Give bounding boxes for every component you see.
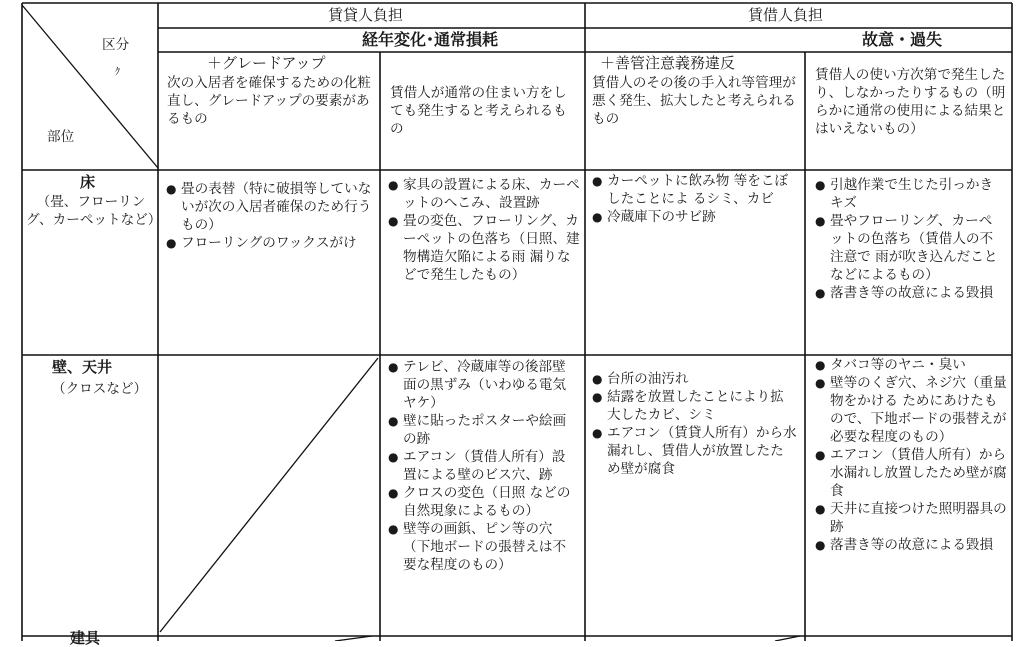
landlord-header: 賃貸人負担 [328, 6, 404, 24]
list-item: ● エアコン（賃借人所有）から水漏れし放置したため壁が腐食 [815, 446, 1007, 500]
wall-normal-use-list [388, 358, 578, 574]
row-wall-sub: （クロスなど） [52, 381, 148, 397]
list-item: ● 落書き等の故意による毀損 [815, 284, 1005, 302]
corner-mark: ｸ [115, 67, 120, 78]
list-item: ● クロスの変色（日照 などの自然現象によるもの） [388, 484, 578, 520]
row-floor-sub: （畳、フローリング、カーペットなど） [26, 194, 162, 228]
corner-category-label: 区分 [102, 37, 130, 53]
list-item: ● 壁等の画鋲、ピン等の穴（下地ボードの張替えは不要な程度のもの） [388, 520, 578, 574]
list-item: ● 天井に直接つけた照明器具の跡 [815, 500, 1007, 536]
list-item: ● 結露を放置したことにより拡大したカビ、シミ [592, 388, 797, 424]
normal-use-description: 賃借人が通常の住まい方をしても発生すると考えられるもの [390, 85, 567, 137]
list-item: ● 壁等のくぎ穴、ネジ穴（重量物をかける ためにあけたもので、下地ボードの張替えが必要な程度のもの） [815, 374, 1007, 446]
wall-intent-list [815, 356, 1007, 554]
list-item: ● 台所の油汚れ [592, 370, 797, 388]
list-item: ● 壁に貼ったポスターや絵画の跡 [388, 412, 578, 448]
list-item: ● 引越作業で生じた引っかきキズ [815, 176, 1005, 212]
intent-description: 賃借人の使い方次第で発生したり、しなかったりするもの（明らかに通常の使用による結果とはいえないもの） [815, 67, 1006, 137]
list-item: ● フローリングのワックスがけ [166, 234, 374, 252]
list-item: ● 家具の設置による床、カーペットのへこみ、設置跡 [388, 176, 580, 212]
floor-grade-up-list [166, 180, 374, 252]
tenant-header: 賃借人負担 [748, 6, 824, 24]
floor-normal-use-list [388, 176, 580, 284]
corner-part-label: 部位 [47, 129, 75, 145]
wall-care-violation-list [592, 370, 797, 478]
row-fittings-part: 建具 [70, 629, 101, 647]
grade-up-description: 次の入居者を確保するための化粧直し、グレードアップの要素があるもの [167, 75, 371, 127]
list-item: ● タバコ等のヤニ・臭い [815, 356, 1007, 374]
floor-intent-list [815, 176, 1005, 302]
list-item: ● テレビ、冷蔵庫等の後部壁面の黒ずみ（いわゆる電気ヤケ） [388, 358, 578, 412]
wear-group-header: 経年変化･通常損耗 [362, 30, 499, 49]
grade-up-title: ＋グレードアップ [207, 54, 326, 72]
intent-title: 故意・過失 [862, 30, 943, 49]
care-violation-description: 賃借人のその後の手入れ等管理が悪く発生、拡大したと考えられるもの [592, 75, 796, 127]
care-violation-title: ＋善管注意義務違反 [600, 54, 736, 72]
list-item: ● エアコン（賃貸人所有）から水漏れし、賃借人が放置したため壁が腐食 [592, 424, 797, 478]
list-item: ● 畳の変色、フローリング、カーペットの色落ち（日照、建物構造欠陥による雨 漏りなどで発生したもの） [388, 212, 580, 284]
list-item: ● カーペットに飲み物 等をこぼしたことによ るシミ、カビ [592, 172, 797, 208]
list-item: ● 冷蔵庫下のサビ跡 [592, 208, 797, 226]
row-floor-part: 床 [80, 173, 96, 191]
row-wall-part: 壁、天井 [52, 358, 113, 376]
list-item: ● 落書き等の故意による毀損 [815, 536, 1007, 554]
list-item: ● 畳の表替（特に破損等していないが次の入居者確保のため行うもの） [166, 180, 374, 234]
list-item: ● エアコン（賃借人所有）設置による壁のビス穴、跡 [388, 448, 578, 484]
list-item: ● 畳やフローリング、カーペットの色落ち（賃借人の不注意で 雨が吹き込んだことなどによるもの） [815, 212, 1005, 284]
floor-care-violation-list [592, 172, 797, 226]
